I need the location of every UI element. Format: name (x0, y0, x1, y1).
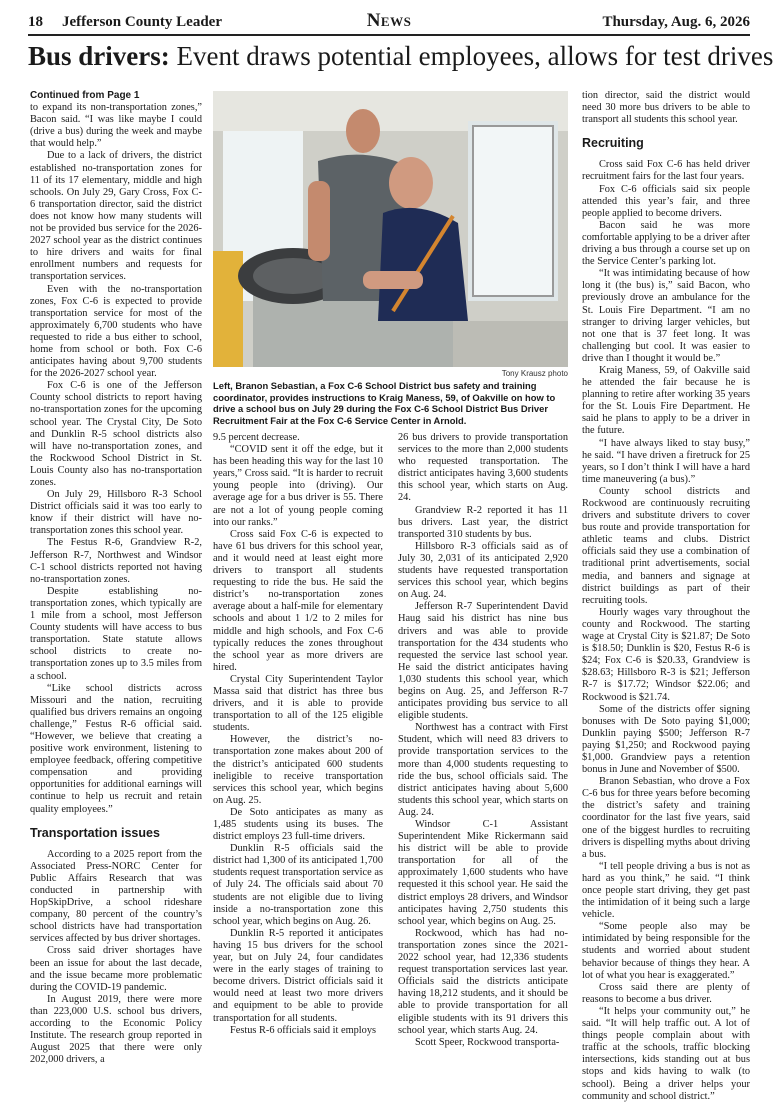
paragraph: Due to a lack of drivers, the district established no-transportation zones for 11 of its 17 elementary, middle and high schools. On July 29, Gary Cross, Fox C-6 transportation director, said the district does not know how many students will not be provided bus service for the 2026-2027 school year as the district continues to hire drivers and waits for final enrollment numbers and requests for transportation services. (30, 150, 202, 283)
headline (28, 39, 750, 73)
paragraph: Bacon said he was more comfortable applying to be a driver after driving a bus through a course set up on the Service Center’s parking lot. (582, 220, 750, 268)
subhead-recruiting: Recruiting (582, 137, 750, 149)
paragraph: “COVID sent it off the edge, but it has been heading this way for the last 10 years,” Cross said. “It is harder to recruit young people into (driving). Our average age for a bus driver is 55. There are not a lot of young people coming into our ranks.” (213, 444, 383, 529)
paragraph: 9.5 percent decrease. (213, 432, 383, 444)
paragraph: “Some people also may be intimidated by being responsible for the students and worried about student behavior because of things they hear. A lot of what you hear is exaggerated.” (582, 921, 750, 981)
paragraph: “I have always liked to stay busy,” he said. “I have driven a firetruck for 25 years, so I don’t think I will have a hard time maneuvering (a bus).” (582, 438, 750, 486)
paragraph: Cross said driver shortages have been an issue for about the last decade, and the issue became more problematic during the COVID-19 pandemic. (30, 945, 202, 993)
article-column-2 (213, 432, 383, 980)
article-column-3 (398, 432, 568, 980)
paragraph: Rockwood, which has had no-transportation zones since the 2021-2022 school year, had 12,336 students request transportation services last year. Officials said the districts anticipate having 18,212 students, and it should be able to provide transportation for all eligible students with its 91 drivers this school year, which starts Aug. 24. (398, 928, 568, 1037)
paragraph: Some of the districts offer signing bonuses with De Soto paying $1,000; Dunklin paying $500; Jefferson R-7 paying $1,250; and Rockwood paying $1,000. Grandview pays a retention bonus in June and November of $500. (582, 704, 750, 777)
headline-text: Event draws potential employees, allows for test drives (177, 41, 773, 71)
paragraph: tion director, said the district would need 30 more bus drivers to be able to transport all students this school year. (582, 90, 750, 126)
photo-credit: Tony Krausz photo (213, 369, 568, 378)
paragraph: County school districts and Rockwood are continuously recruiting drivers and substitute drivers to cover bus route and provide transportation for athletic teams and clubs. District officials said they use a combination of traditional print advertisements, social media, and banners and signage at district buildings as part of their recruiting tools. (582, 486, 750, 607)
paragraph: “I tell people driving a bus is not as hard as you think,” he said. “I think once people start driving, they get past the intimidation of it being such a large vehicle. (582, 861, 750, 921)
headline-kicker: Bus drivers: (28, 41, 170, 71)
paragraph: Fox C-6 officials said six people attended this year’s fair, and three people applied to become drivers. (582, 184, 750, 220)
article-column-1 (30, 90, 202, 980)
continued-label: Continued from Page 1 (30, 90, 202, 102)
article-column-4 (582, 90, 750, 980)
subhead-transportation: Transportation issues (30, 827, 202, 839)
paragraph: On July 29, Hillsboro R-3 School District officials said it was too early to know if their district will have no-transportation zones this school year. (30, 489, 202, 537)
paragraph: Branon Sebastian, who drove a Fox C-6 bus for three years before becoming the district’s safety and training coordinator for the last five years, said one of the biggest hurdles to recruiting drivers is dispelling myths about driving a bus. (582, 776, 750, 861)
paragraph: Crystal City Superintendent Taylor Massa said that district has three bus drivers, and it is able to provide transportation to all of the 125 eligible students. (213, 674, 383, 734)
paragraph: De Soto anticipates as many as 1,485 students using its buses. The district employs 23 full-time drivers. (213, 807, 383, 843)
paragraph: Dunklin R-5 officials said the district had 1,300 of its anticipated 1,700 students request transportation service as of July 24. The officials said about 70 students are not eligible due to living inside a no-transportation zone this school year, which begins on Aug. 26. (213, 843, 383, 928)
paragraph: Fox C-6 is one of the Jefferson County school districts to report having no-transportation zones for the upcoming school year. The Crystal City, De Soto and Dunklin R-5 school districts also will have no-transportation zones, and the Rockwood School District in St. Louis County also has no-transportation zones. (30, 380, 202, 489)
paragraph: Northwest has a contract with First Student, which will need 83 drivers to provide transportation services to the more than 4,000 students requesting to ride the bus, school officials said. The district anticipates having about 5,600 students this school year, which starts on Aug. 24. (398, 722, 568, 819)
bus-photo (213, 91, 568, 367)
paragraph: Even with the no-transportation zones, Fox C-6 is expected to provide transportation service for most of the approximately 6,700 students who have requested to ride a bus either to school, home from school or both. Fox C-6 anticipates having about 9,700 students for the 2026-2027 school year. (30, 284, 202, 381)
paragraph: Hillsboro R-3 officials said as of July 30, 2,031 of its anticipated 2,920 students have requested transportation services this school year, which begins on Aug. 24. (398, 541, 568, 601)
paper-name: Jefferson County Leader (62, 14, 222, 31)
page-number: 18 (28, 14, 43, 31)
paragraph: “Like school districts across Missouri and the nation, recruiting qualified bus drivers remains an ongoing challenge,” Festus R-6 official said. “However, we believe that creating a positive work environment, listening to employee feedback, offering competitive compensation and providing opportunities for additional earnings will continue to help us recruit and retain quality employees.” (30, 683, 202, 816)
paragraph: However, the district’s no-transportation zone makes about 200 of the district’s anticipated 600 students ineligible to receive transportation services this school year, which begins on Aug. 25. (213, 734, 383, 807)
col1b-paragraphs (30, 849, 202, 1067)
paragraph: Grandview R-2 reported it has 11 bus drivers. Last year, the district transported 310 students by bus. (398, 505, 568, 541)
col1-paragraphs (30, 102, 202, 816)
paragraph: “It was intimidating because of how long it (the bus) is,” said Bacon, who previously drove an ambulance for the St. Louis Fire Department. “I am no stranger to driving larger vehicles, but not one that is 37 feet long. It was challenging but cool. It was easier to drive than I thought it would be.” (582, 268, 750, 365)
page-header (28, 12, 750, 36)
paragraph: According to a 2025 report from the Associated Press-NORC Center for Public Affairs Research that was conducted in partnership with HopSkipDrive, a school rideshare company, 80 percent of the country’s school districts have had transportation services affected by bus driver shortages. (30, 849, 202, 946)
paragraph: Kraig Maness, 59, of Oakville said he attended the fair because he is planning to retire after working 35 years for the St. Louis Fire Department. He said he plans to apply to be a driver in the future. (582, 365, 750, 438)
paragraph: Cross said Fox C-6 is expected to have 61 bus drivers for this school year, and it would need at least eight more drivers to transport all students requesting to ride the bus. He said the district’s no-transportation zones average about a half-mile for elementary schools and about 1 1/2 to 2 miles for middle and high schools, and Fox C-6 typically reduces the zones throughout the school year as more drivers are hired. (213, 529, 383, 674)
paragraph: In August 2019, there were more than 223,000 U.S. school bus drivers, according to the Economic Policy Institute. The research group reported in August 2025 that there were only 202,000 drivers, a (30, 994, 202, 1067)
paragraph: Hourly wages vary throughout the county and Rockwood. The starting wage at Crystal City is $21.87; De Soto is $18.50; Dunklin is $20, Festus R-6 is $24; Fox C-6 is $20.33, Grandview is $28.63; Hillsboro R-3 is $21; Jefferson R-7 is $17.72; Windsor $22.06; and Rockwood is $21.74. (582, 607, 750, 704)
paragraph: Scott Speer, Rockwood transporta- (398, 1037, 568, 1049)
paragraph: to expand its non-transportation zones,” Bacon said. “I was like maybe I could (drive a bus) during the week and maybe that would help.” (30, 102, 202, 150)
paragraph: Dunklin R-5 reported it anticipates having 15 bus drivers for the school year, but on July 24, four candidates were in the early stages of training to become drivers. District officials said it would need at least two more drivers and equipment to be able to provide transportation for all students. (213, 928, 383, 1025)
paragraph: “It helps your community out,” he said. “It will help traffic out. A lot of things people complain about with traffic at the schools, traffic blocking intersections, kids standing out at bus stops and kids having to walk (to school). Being a driver helps your community and school district.” (582, 1006, 750, 1103)
paragraph: Festus R-6 officials said it employs (213, 1025, 383, 1037)
paragraph: Despite establishing no-transportation zones, which typically are 1 mile from a school, most Jefferson County students will have access to bus transportation. State statute allows school districts to create no-transportation zones up to 3.5 miles from a school. (30, 586, 202, 683)
section-name: News (28, 10, 750, 32)
photo-caption: Left, Branon Sebastian, a Fox C-6 School District bus safety and training coordinator, provides instructions to Kraig Maness, 59, of Oakville on how to drive a school bus on July 29 during the Fox C-6 School District Bus Driver Recruitment Fair at the Fox C-6 Service Center in Arnold. (213, 380, 568, 426)
paragraph: Cross said there are plenty of reasons to become a bus driver. (582, 982, 750, 1006)
paragraph: 26 bus drivers to provide transportation services to the more than 2,000 students who requested transportation. The district anticipates having 3,600 students this school year, which starts on Aug. 24. (398, 432, 568, 505)
paragraph: Jefferson R-7 Superintendent David Haug said his district has nine bus drivers and was able to provide transportation for the 434 students who requested the service last school year. He said the district anticipates having 1,030 students this school year, which begins on Aug. 25, and Jefferson R-7 anticipates providing bus service to all eligible students. (398, 601, 568, 722)
issue-date: Thursday, Aug. 6, 2026 (602, 14, 750, 31)
paragraph: The Festus R-6, Grandview R-2, Jefferson R-7, Northwest and Windsor C-1 school districts reported not having no-transportation zones. (30, 537, 202, 585)
bus-photo-illustration (213, 91, 568, 367)
paragraph: Windsor C-1 Assistant Superintendent Mike Rickermann said his district will be able to provide transportation for all of the approximately 1,600 students who have requested it this school year. He said the district employs 28 drivers, and Windsor anticipates having 2,750 students this school year, which begins on Aug. 25. (398, 819, 568, 928)
paragraph: Cross said Fox C-6 has held driver recruitment fairs for the last four years. (582, 159, 750, 183)
